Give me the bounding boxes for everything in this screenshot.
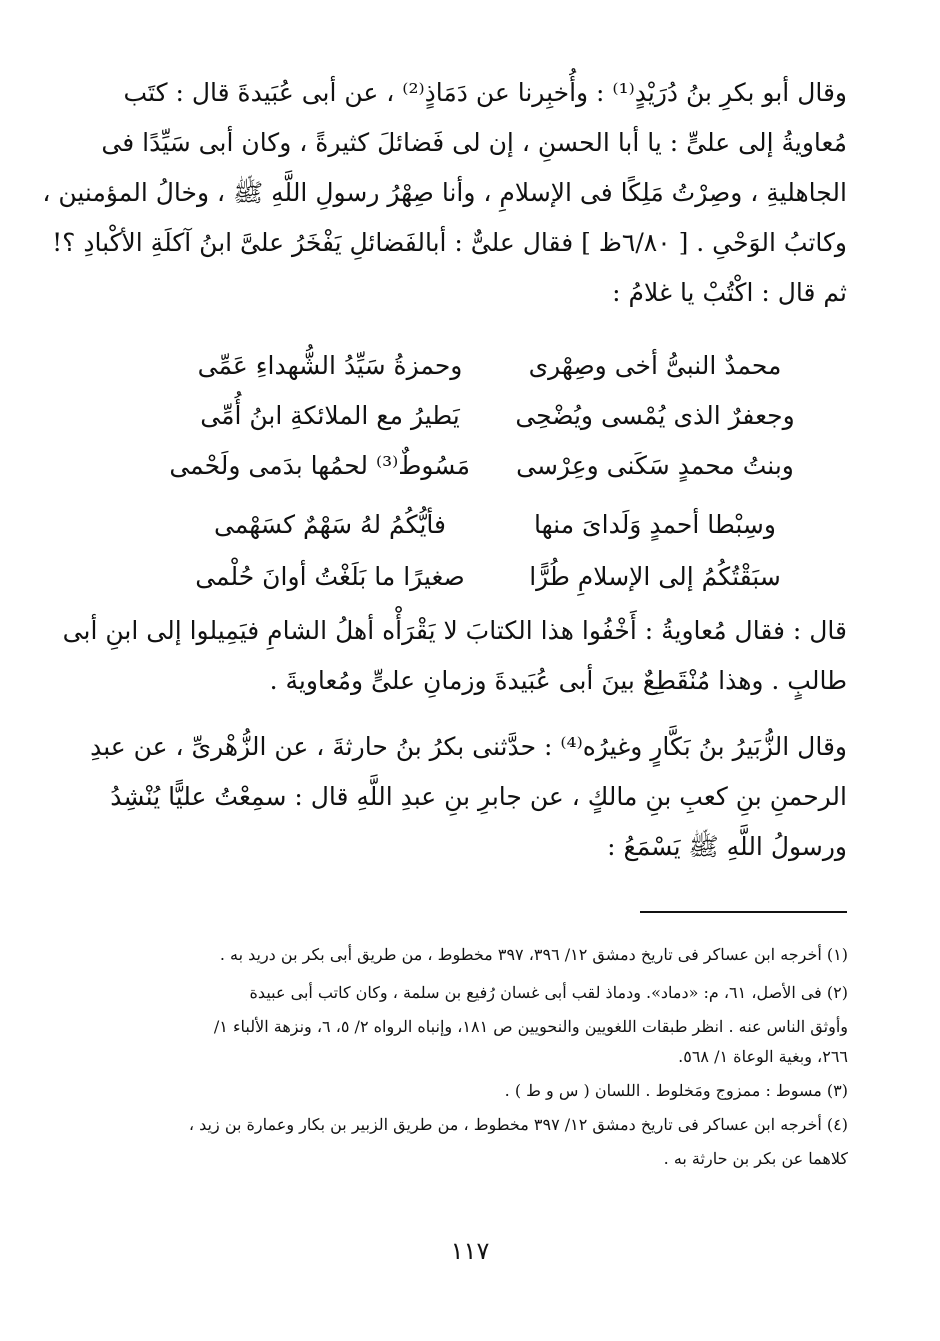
text-line: قال : فقال مُعاويةُ : أَخْفُوا هذا الكتابَ لا يَقْرَأْه أهلُ الشامِ فيَمِيلوا إلى ابنِ أبى xyxy=(62,616,847,645)
verse-line xyxy=(190,343,795,389)
footnote-3: (٣) مسوط : ممزوج ومَخلوط . اللسان ( س و ط ) . xyxy=(504,1081,848,1100)
text-line: ورسولُ اللَّهِ ﷺ يَسْمَعُ : xyxy=(607,832,847,861)
verse-line xyxy=(190,554,795,600)
paragraph-3 xyxy=(90,722,847,872)
page-number: ١١٧ xyxy=(450,1237,490,1265)
footnote-separator xyxy=(640,911,847,913)
verse-line xyxy=(190,393,795,439)
text-line: الرحمنِ بنِ كعبِ بنِ مالكٍ ، عن جابرِ بنِ عبدِ اللَّهِ قال : سمِعْتُ عليًّا يُنْشِدُ xyxy=(110,782,847,811)
verse-second-hemistich: صغيرًا ما بَلَغْتُ أوانَ حُلْمى xyxy=(195,562,465,591)
footnote-2-continued: ٢٦٦، وبغية الوعاة ١/ ٥٦٨. xyxy=(678,1047,848,1066)
text-line: ثم قال : اكْتُبْ يا غلامُ : xyxy=(612,278,847,307)
verse-line xyxy=(169,443,795,489)
footnote-4-continued: كلاهما عن بكر بن حارثة به . xyxy=(663,1149,848,1168)
text-line: وكاتبُ الوَحْىِ . [ ٦/٨٠ظ ] فقال علىٌّ : أبالفَضائلِ يَفْخَرُ علىَّ ابنُ آكلَةِ الأكْبادِ ؟! xyxy=(52,228,847,257)
verse-line xyxy=(190,502,795,548)
verse-second-hemistich: يَطيرُ مع الملائكةِ ابنُ أُمِّى xyxy=(200,401,460,430)
verse-first-hemistich: وبنتُ محمدٍ سَكَنى وعِرْسى xyxy=(516,451,794,480)
paragraph-1 xyxy=(42,68,847,318)
verse-second-hemistich: مَسُوطٌ⁽³⁾ لحمُها بدَمى ولَحْمى xyxy=(169,451,470,480)
paragraph-2 xyxy=(62,606,847,706)
footnote-2-continued: وأوثق الناس عنه . انظر طبقات اللغويين والنحويين ص ١٨١، وإنباه الرواه ٢/ ٥، ٦، ونزهة الألباء ١/ xyxy=(213,1017,848,1036)
text-line: طالبٍ . وهذا مُنْقَطِعٌ بينَ أبى عُبَيدةَ وزمانِ علىٍّ ومُعاويةَ . xyxy=(269,666,847,695)
text-line: وقال الزُّبَيرُ بنُ بَكَّارٍ وغيرُه⁽⁴⁾ : حدَّثنى بكرُ بنُ حارثةَ ، عن الزُّهْرىِّ ، عن عبدِ xyxy=(90,732,847,761)
footnote-4: (٤) أخرجه ابن عساكر فى تاريخ دمشق ١٢/ ٣٩٧ مخطوط ، من طريق الزبير بن بكار وعمارة بن زيد ، xyxy=(188,1115,848,1134)
verse-first-hemistich: وجعفرٌ الذى يُمْسى ويُضْحِى xyxy=(515,401,795,430)
verse-second-hemistich: فأيُّكُمُ لهُ سَهْمٌ كسَهْمى xyxy=(214,510,446,539)
text-line: الجاهليةِ ، وصِرْتُ مَلِكًا فى الإسلامِ ، وأنا صِهْرُ رسولِ اللَّهِ ﷺ ، وخالُ المؤمنين ، xyxy=(42,178,847,207)
text-line: وقال أبو بكرِ بنُ دُرَيْدٍ⁽¹⁾ : وأُخبِرنا عن دَمَاذٍ⁽²⁾ ، عن أبى عُبَيدةَ قال : كتَب xyxy=(123,78,847,107)
verse-second-hemistich: وحمزةُ سَيِّدُ الشُّهداءِ عَمِّى xyxy=(197,351,463,380)
footnote-1: (١) أخرجه ابن عساكر فى تاريخ دمشق ١٢/ ٣٩٦، ٣٩٧ مخطوط ، من طريق أبى بكر بن دريد به . xyxy=(219,945,848,964)
verse-first-hemistich: وسِبْطا أحمدٍ وَلَداىَ منها xyxy=(534,510,776,539)
verse-first-hemistich: سبَقْتُكُمُ إلى الإسلامِ طُرًّا xyxy=(529,562,781,591)
verse-first-hemistich: محمدٌ النبىُّ أخى وصِهْرى xyxy=(528,351,782,380)
footnote-2: (٢) فى الأصل، ٦١، م: «دماد». ودماذ لقب أبى غسان رُفيع بن سلمة ، وكان كاتب أبى عبيدة xyxy=(249,983,848,1002)
text-line: مُعاويةُ إلى علىٍّ : يا أبا الحسنِ ، إن لى فَضائلَ كثيرةً ، وكان أبى سَيِّدًا فى xyxy=(101,128,847,157)
